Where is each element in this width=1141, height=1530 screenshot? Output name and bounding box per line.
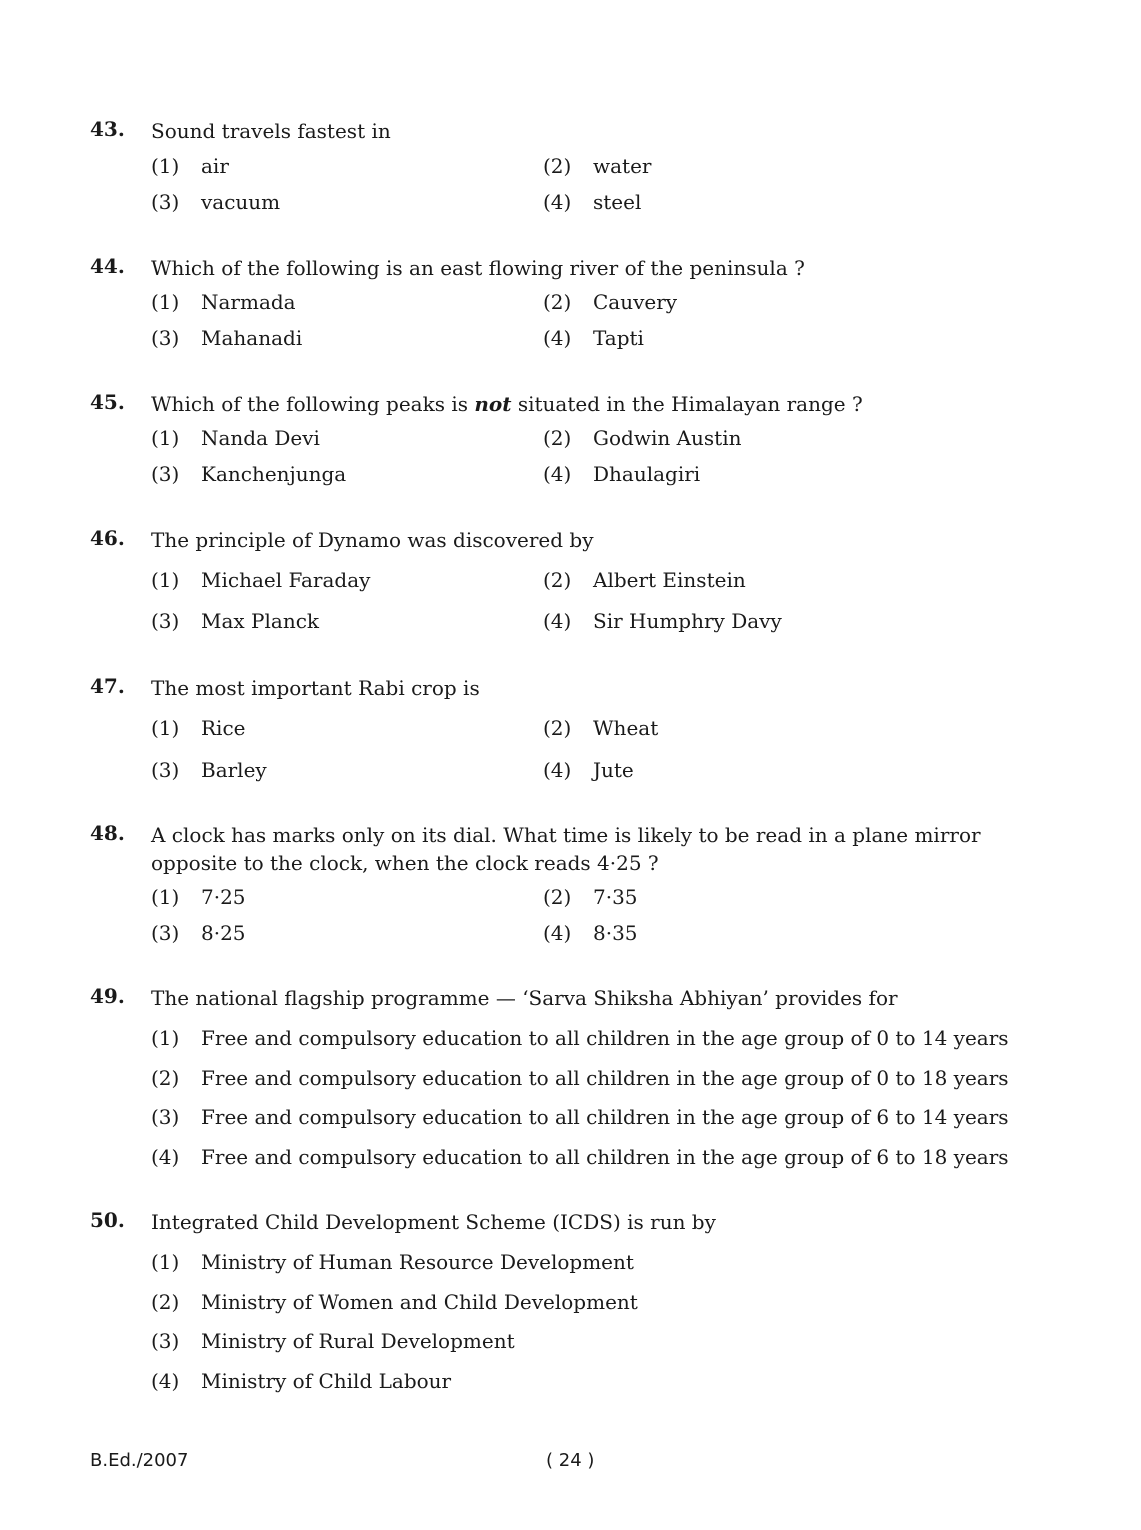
option-4: (4) Dhaulagiri: [543, 462, 701, 486]
footer-exam-code: B.Ed./2007: [90, 1450, 189, 1471]
option-4: (4) Ministry of Child Labour: [151, 1369, 452, 1393]
option-3: (3) vacuum: [151, 190, 281, 214]
question-text: The most important Rabi crop is: [151, 676, 480, 700]
option-2: (2) Cauvery: [543, 290, 678, 314]
option-2: (2) Albert Einstein: [543, 568, 746, 592]
option-3: (3) Kanchenjunga: [151, 462, 347, 486]
option-3: (3) 8·25: [151, 921, 246, 945]
question-text: The national flagship programme — ‘Sarva Shiksha Abhiyan’ provides for: [151, 986, 898, 1010]
footer-page-number: ( 24 ): [546, 1450, 595, 1471]
option-1: (1) air: [151, 154, 229, 178]
option-3: (3) Mahanadi: [151, 326, 303, 350]
question-text: Which of the following peaks is not situated in the Himalayan range ?: [151, 392, 863, 416]
option-1: (1) Rice: [151, 716, 246, 740]
option-4: (4) 8·35: [543, 921, 638, 945]
question-number: 50.: [90, 1208, 125, 1232]
option-2: (2) Wheat: [543, 716, 659, 740]
option-4: (4) steel: [543, 190, 642, 214]
option-2: (2) Free and compulsory education to all children in the age group of 0 to 18 years: [151, 1066, 1009, 1090]
question-number: 45.: [90, 390, 125, 414]
option-2: (2) 7·35: [543, 885, 638, 909]
question-number: 44.: [90, 254, 125, 278]
option-4: (4) Free and compulsory education to all children in the age group of 6 to 18 years: [151, 1145, 1009, 1169]
option-2: (2) Ministry of Women and Child Development: [151, 1290, 638, 1314]
option-4: (4) Jute: [543, 758, 634, 782]
option-3: (3) Free and compulsory education to all children in the age group of 6 to 14 years: [151, 1105, 1009, 1129]
question-number: 48.: [90, 821, 125, 845]
option-2: (2) Godwin Austin: [543, 426, 742, 450]
question-number: 49.: [90, 984, 125, 1008]
option-1: (1) Free and compulsory education to all children in the age group of 0 to 14 years: [151, 1026, 1009, 1050]
option-4: (4) Tapti: [543, 326, 644, 350]
emphasis-not: not: [474, 392, 512, 416]
question-text: Which of the following is an east flowing river of the peninsula ?: [151, 256, 805, 280]
option-1: (1) Narmada: [151, 290, 296, 314]
option-1: (1) Ministry of Human Resource Development: [151, 1250, 634, 1274]
option-1: (1) Nanda Devi: [151, 426, 320, 450]
option-3: (3) Ministry of Rural Development: [151, 1329, 515, 1353]
question-number: 47.: [90, 674, 125, 698]
question-text: Sound travels fastest in: [151, 119, 391, 143]
question-number: 43.: [90, 117, 125, 141]
option-4: (4) Sir Humphry Davy: [543, 609, 782, 633]
question-number: 46.: [90, 526, 125, 550]
question-text: Integrated Child Development Scheme (ICDS) is run by: [151, 1210, 716, 1234]
option-1: (1) 7·25: [151, 885, 246, 909]
question-text: A clock has marks only on its dial. What time is likely to be read in a plane mirror opposite to the clock, when the clock reads 4·25 ?: [151, 823, 981, 875]
option-2: (2) water: [543, 154, 652, 178]
option-1: (1) Michael Faraday: [151, 568, 371, 592]
option-3: (3) Max Planck: [151, 609, 320, 633]
option-3: (3) Barley: [151, 758, 267, 782]
question-text: The principle of Dynamo was discovered by: [151, 528, 594, 552]
